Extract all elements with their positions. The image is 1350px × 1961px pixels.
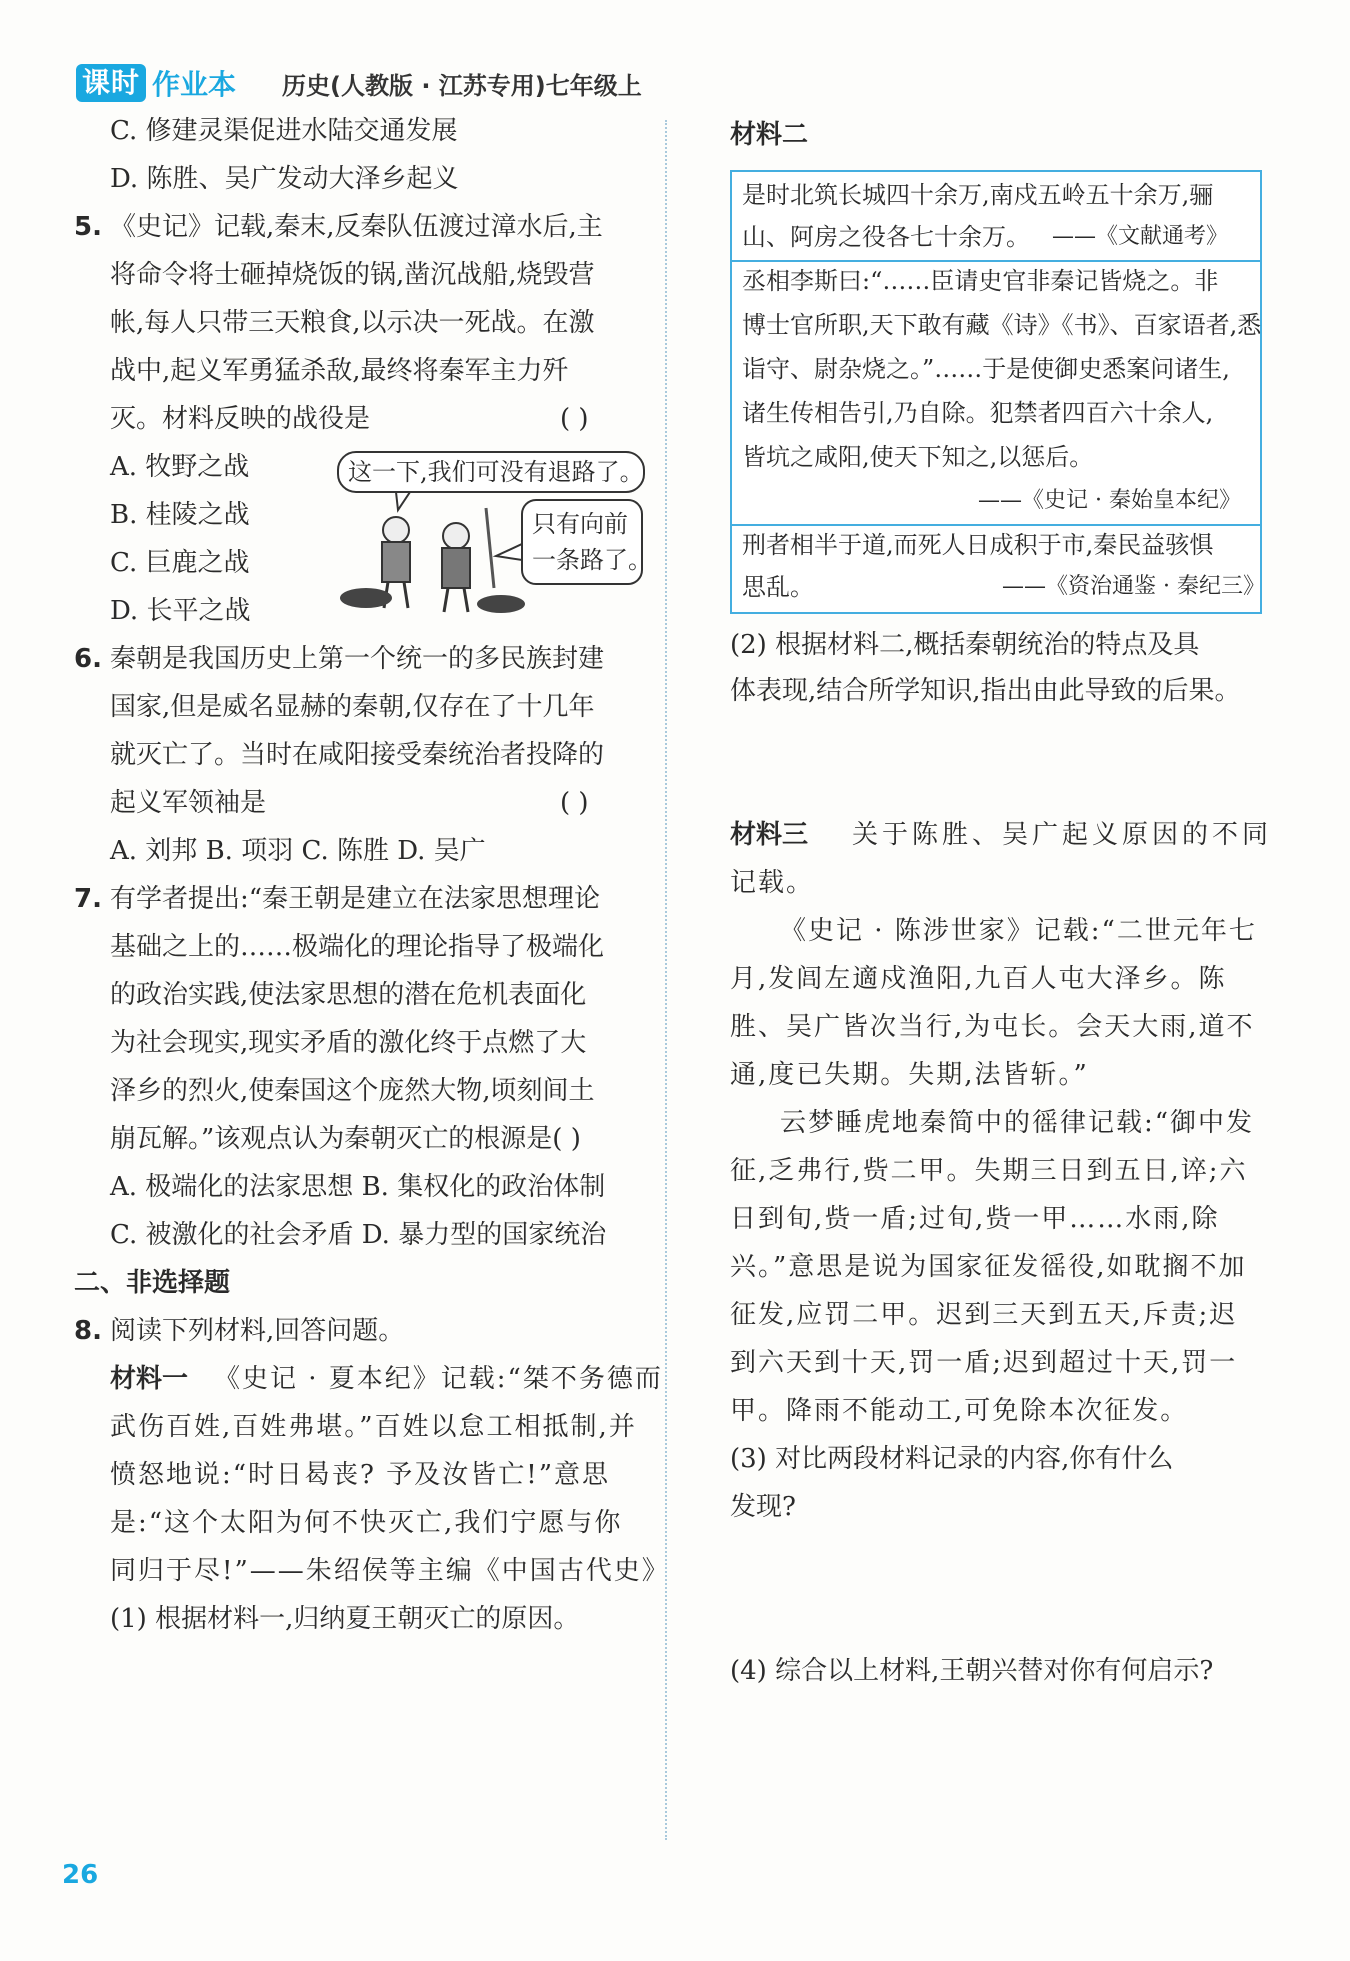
q4-option-d: D. 陈胜、吴广发动大泽乡起义 — [110, 164, 459, 194]
material-3-para2-line: 日到旬,赀一盾;过旬,赀一甲……水雨,除 — [730, 1204, 1220, 1234]
q5-option-c: C. 巨鹿之战 — [110, 548, 250, 578]
q8-part-2-line: 体表现,结合所学知识,指出由此导致的后果。 — [730, 676, 1241, 706]
material-1-line: 同归于尽!”——朱绍侯等主编《中国古代史》 — [110, 1556, 670, 1586]
brand-logo — [76, 64, 236, 102]
page-number: 26 — [62, 1860, 99, 1890]
material-3-para1-line: 月,发闾左適戍渔阳,九百人屯大泽乡。陈 — [730, 964, 1227, 994]
material-3-para2-line: 征发,应罚二甲。迟到三天到五天,斥责;迟 — [730, 1300, 1238, 1330]
q8-part-3-line: 发现? — [730, 1492, 796, 1522]
q8-part-2-line: (2) 根据材料二,概括秦朝统治的特点及具 — [730, 630, 1200, 660]
q5-option-a: A. 牧野之战 — [110, 452, 250, 482]
box2-line: 皆坑之咸阳,使天下知之,以惩后。 — [742, 443, 1094, 471]
material-3-para2-line: 到六天到十天,罚一盾;迟到超过十天,罚一 — [730, 1348, 1238, 1378]
q6-options: A. 刘邦 B. 项羽 C. 陈胜 D. 吴广 — [110, 836, 486, 866]
q5-text-line: 《史记》记载,秦末,反秦队伍渡过漳水后,主 — [110, 212, 603, 242]
box1-line: 山、阿房之役各七十余万。 — [742, 223, 1030, 251]
box-separator — [732, 524, 1260, 526]
q7-text-line: 为社会现实,现实矛盾的激化终于点燃了大 — [110, 1028, 587, 1058]
brand-name: 作业本 — [152, 68, 237, 101]
q7-text-line: 的政治实践,使法家思想的潜在危机表面化 — [110, 980, 587, 1010]
q8-number: 8. — [74, 1316, 102, 1346]
material-2-box — [730, 170, 1265, 614]
q7-number: 7. — [74, 884, 102, 914]
box3-source: ——《资治通鉴 · 秦纪三》 — [1002, 574, 1265, 599]
q8-part-1: (1) 根据材料一,归纳夏王朝灭亡的原因。 — [110, 1604, 580, 1634]
q5-number: 5. — [74, 212, 102, 242]
material-3-para1-line: 《史记 · 陈涉世家》记载:“二世元年七 — [780, 916, 1257, 946]
q5-text-line: 战中,起义军勇猛杀敌,最终将秦军主力歼 — [110, 356, 569, 386]
material-3-para2-line: 征,乏弗行,赀二甲。失期三日到五日,谇;六 — [730, 1156, 1248, 1186]
box3-line: 思乱。 — [742, 573, 814, 601]
q7-options-cd: C. 被激化的社会矛盾 D. 暴力型的国家统治 — [110, 1220, 607, 1250]
material-3-para2-line: 兴。”意思是说为国家征发徭役,如耽搁不加 — [730, 1252, 1247, 1282]
q6-text-line: 国家,但是威名显赫的秦朝,仅存在了十几年 — [110, 692, 595, 722]
material-3-para2-line: 云梦睡虎地秦简中的徭律记载:“御中发 — [780, 1108, 1255, 1138]
q5-text-line: 灭。材料反映的战役是 — [110, 404, 371, 434]
material-3-line: 关于陈胜、吴广起义原因的不同 — [852, 820, 1273, 850]
speech-bubble-2-line2: 一条路了。 — [532, 546, 652, 574]
material-3-label: 材料三 — [730, 820, 809, 850]
q8-part-3-line: (3) 对比两段材料记录的内容,你有什么 — [730, 1444, 1174, 1474]
box2-line: 诸生传相告引,乃自除。犯禁者四百六十余人, — [742, 399, 1214, 427]
brand-box: 课时 — [76, 64, 146, 102]
box2-line: 博士官所职,天下敢有藏《诗》《书》、百家语者,悉 — [742, 311, 1262, 339]
q8-part-4: (4) 综合以上材料,王朝兴替对你有何启示? — [730, 1656, 1214, 1686]
q5-text-line: 帐,每人只带三天粮食,以示决一死战。在激 — [110, 308, 595, 338]
q6-answer-paren[interactable]: ( ) — [560, 788, 589, 818]
q6-text-line: 起义军领袖是 — [110, 788, 267, 818]
section-heading: 二、非选择题 — [74, 1268, 231, 1298]
q5-text-line: 将命令将士砸掉烧饭的锅,凿沉战船,烧毁营 — [110, 260, 595, 290]
speech-bubble-1: 这一下,我们可没有退路了。 — [348, 458, 644, 486]
box2-source: ——《史记 · 秦始皇本纪》 — [978, 488, 1241, 513]
q6-number: 6. — [74, 644, 102, 674]
speech-bubble-2-line1: 只有向前 — [532, 510, 628, 538]
q7-text-line: 崩瓦解。”该观点认为秦朝灭亡的根源是( ) — [110, 1124, 581, 1154]
q7-text-line: 基础之上的……极端化的理论指导了极端化 — [110, 932, 605, 962]
q7-options-ab: A. 极端化的法家思想 B. 集权化的政治体制 — [110, 1172, 606, 1202]
material-3-para2-line: 甲。降雨不能动工,可免除本次征发。 — [730, 1396, 1189, 1426]
q5-answer-paren[interactable]: ( ) — [560, 404, 589, 434]
box-separator — [732, 260, 1260, 262]
material-2-label: 材料二 — [730, 120, 809, 150]
material-3-para1-line: 胜、吴广皆次当行,为屯长。会天大雨,道不 — [730, 1012, 1255, 1042]
q8-intro: 阅读下列材料,回答问题。 — [110, 1316, 405, 1346]
box3-line: 刑者相半于道,而死人日成积于市,秦民益骇惧 — [742, 531, 1214, 559]
material-1-line: 武伤百姓,百姓弗堪。”百姓以怠工相抵制,并 — [110, 1412, 637, 1442]
material-1-label: 材料一 — [110, 1364, 189, 1394]
q6-text-line: 秦朝是我国历史上第一个统一的多民族封建 — [110, 644, 605, 674]
material-1-line: 愤怒地说:“时日曷丧? 予及汝皆亡!”意思 — [110, 1460, 610, 1490]
q7-text-line: 有学者提出:“秦王朝是建立在法家思想理论 — [110, 884, 601, 914]
material-3-para1-line: 通,度已失期。失期,法皆斩。” — [730, 1060, 1089, 1090]
book-title: 历史(人教版 · 江苏专用)七年级上 — [282, 72, 642, 100]
box2-line: 丞相李斯曰:“……臣请史官非秦记皆烧之。非 — [742, 267, 1219, 295]
q4-option-c: C. 修建灵渠促进水陆交通发展 — [110, 116, 458, 146]
box1-source: ——《文献通考》 — [1052, 224, 1229, 249]
material-1-line: 《史记 · 夏本纪》记载:“桀不务德而 — [214, 1364, 663, 1394]
material-3-line: 记载。 — [730, 868, 815, 898]
material-1-line: 是:“这个太阳为何不快灭亡,我们宁愿与你 — [110, 1508, 623, 1538]
q5-option-d: D. 长平之战 — [110, 596, 251, 626]
box1-line: 是时北筑长城四十余万,南戍五岭五十余万,骊 — [742, 181, 1214, 209]
soldiers-cartoon — [336, 448, 652, 620]
box2-line: 诣守、尉杂烧之。”……于是使御史悉案问诸生, — [742, 355, 1230, 383]
q6-text-line: 就灭亡了。当时在咸阳接受秦统治者投降的 — [110, 740, 605, 770]
q7-text-line: 泽乡的烈火,使秦国这个庞然大物,顷刻间土 — [110, 1076, 595, 1106]
q5-option-b: B. 桂陵之战 — [110, 500, 250, 530]
